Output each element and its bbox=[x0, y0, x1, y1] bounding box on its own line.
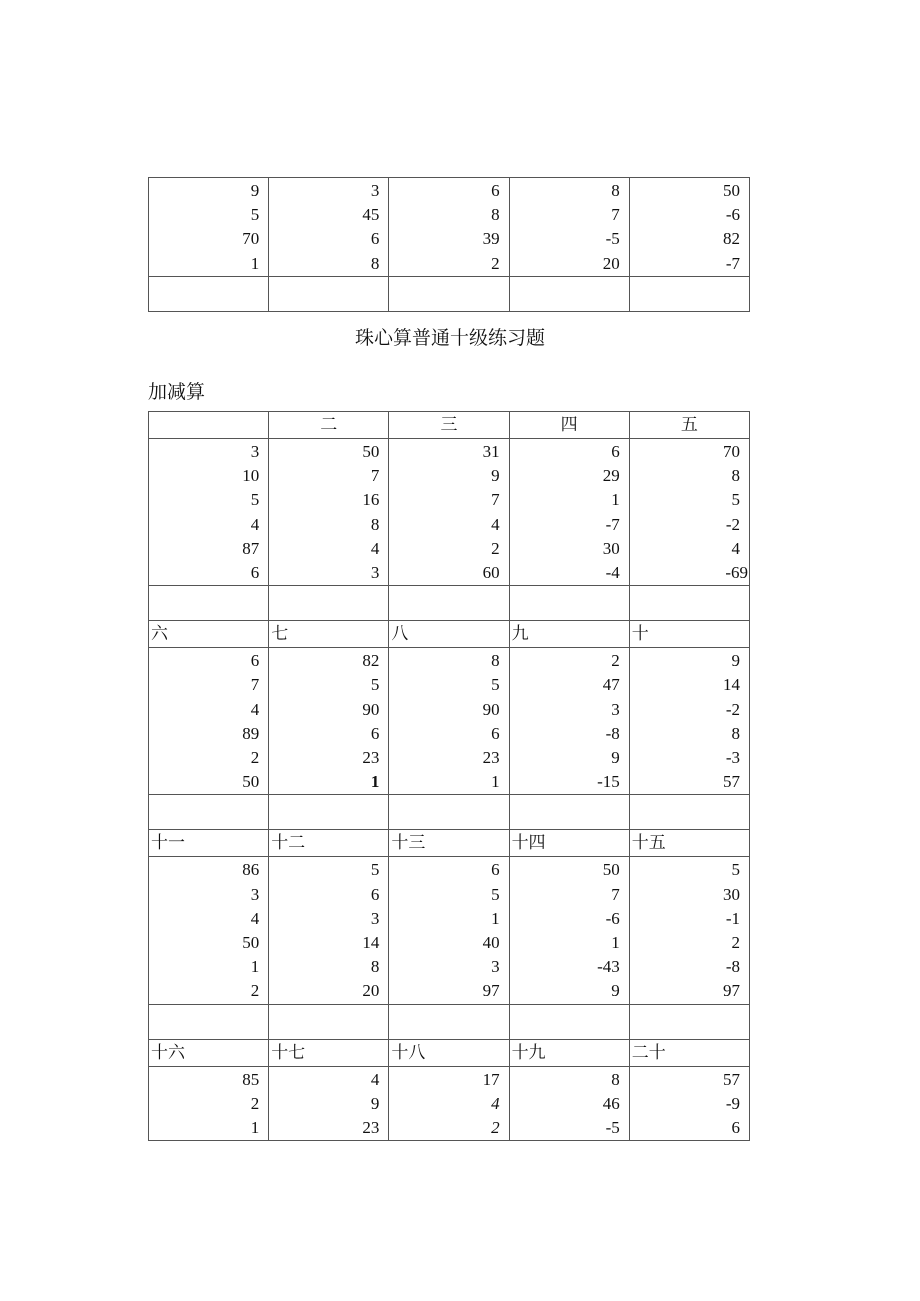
answer-cell[interactable] bbox=[509, 276, 629, 311]
problem-header: 十二 bbox=[269, 830, 389, 857]
answer-cell[interactable] bbox=[509, 1004, 629, 1039]
answer-cell[interactable] bbox=[509, 586, 629, 621]
problem-numbers: 82 5 90 6 23 1 bbox=[269, 648, 389, 795]
problem-header: 四 bbox=[509, 412, 629, 439]
problem-numbers: 31 9 7 4 2 60 bbox=[389, 439, 509, 586]
problem-numbers: 5 30 -1 2 -8 97 bbox=[629, 857, 749, 1004]
problem-header: 十八 bbox=[389, 1039, 509, 1066]
problem-header bbox=[149, 412, 269, 439]
numbers-row bbox=[149, 1066, 750, 1141]
answer-cell[interactable] bbox=[629, 795, 749, 830]
problem-header: 三 bbox=[389, 412, 509, 439]
problem-header: 二 bbox=[269, 412, 389, 439]
main-exercise-table bbox=[148, 411, 750, 1141]
answer-cell[interactable] bbox=[149, 1004, 269, 1039]
problem-numbers: 4 9 23 bbox=[269, 1066, 389, 1141]
problem-header: 十 bbox=[629, 621, 749, 648]
answer-cell[interactable] bbox=[629, 586, 749, 621]
answer-cell[interactable] bbox=[509, 795, 629, 830]
problem-numbers: 5 6 3 14 8 20 bbox=[269, 857, 389, 1004]
problem-numbers: 57 -9 6 bbox=[629, 1066, 749, 1141]
answer-cell[interactable] bbox=[149, 586, 269, 621]
problem-header: 十五 bbox=[629, 830, 749, 857]
top-answer-row bbox=[149, 276, 750, 311]
answer-cell[interactable] bbox=[269, 586, 389, 621]
problem-header: 十六 bbox=[149, 1039, 269, 1066]
answer-cell[interactable] bbox=[389, 795, 509, 830]
problem-header: 十一 bbox=[149, 830, 269, 857]
problem-numbers: 2 47 3 -8 9 -15 bbox=[509, 648, 629, 795]
problem-header: 十三 bbox=[389, 830, 509, 857]
answer-cell[interactable] bbox=[389, 276, 509, 311]
top-col-1: 9 5 70 1 bbox=[149, 178, 269, 277]
problem-numbers: 85 2 1 bbox=[149, 1066, 269, 1141]
problem-numbers: 70 8 5 -2 4 -69 bbox=[629, 439, 749, 586]
answer-cell[interactable] bbox=[269, 276, 389, 311]
problem-header: 七 bbox=[269, 621, 389, 648]
answer-cell[interactable] bbox=[269, 1004, 389, 1039]
problem-header: 十九 bbox=[509, 1039, 629, 1066]
problem-numbers: 6 5 1 40 3 97 bbox=[389, 857, 509, 1004]
answer-cell[interactable] bbox=[629, 276, 749, 311]
problem-numbers: 9 14 -2 8 -3 57 bbox=[629, 648, 749, 795]
numbers-row bbox=[149, 648, 750, 795]
answer-cell[interactable] bbox=[389, 1004, 509, 1039]
header-row bbox=[149, 412, 750, 439]
top-col-2: 3 45 6 8 bbox=[269, 178, 389, 277]
problem-numbers: 3 10 5 4 87 6 bbox=[149, 439, 269, 586]
problem-header: 六 bbox=[149, 621, 269, 648]
top-numbers-row bbox=[149, 178, 750, 277]
top-col-5: 50 -6 82 -7 bbox=[629, 178, 749, 277]
problem-numbers: 6 7 4 89 2 50 bbox=[149, 648, 269, 795]
problem-numbers: 6 29 1 -7 30 -4 bbox=[509, 439, 629, 586]
problem-numbers: 17 4 2 bbox=[389, 1066, 509, 1141]
top-exercise-table bbox=[148, 177, 750, 312]
answer-row bbox=[149, 586, 750, 621]
header-row bbox=[149, 1039, 750, 1066]
problem-header: 八 bbox=[389, 621, 509, 648]
problem-numbers: 50 7 -6 1 -43 9 bbox=[509, 857, 629, 1004]
problem-header: 十四 bbox=[509, 830, 629, 857]
answer-row bbox=[149, 795, 750, 830]
header-row bbox=[149, 830, 750, 857]
problem-header: 十七 bbox=[269, 1039, 389, 1066]
header-row bbox=[149, 621, 750, 648]
top-col-4: 8 7 -5 20 bbox=[509, 178, 629, 277]
answer-cell[interactable] bbox=[389, 586, 509, 621]
problem-numbers: 86 3 4 50 1 2 bbox=[149, 857, 269, 1004]
answer-cell[interactable] bbox=[149, 276, 269, 311]
problem-numbers: 8 5 90 6 23 1 bbox=[389, 648, 509, 795]
section-label: 加减算 bbox=[148, 382, 206, 403]
numbers-row bbox=[149, 857, 750, 1004]
answer-cell[interactable] bbox=[149, 795, 269, 830]
top-col-3: 6 8 39 2 bbox=[389, 178, 509, 277]
answer-cell[interactable] bbox=[269, 795, 389, 830]
page-title: 珠心算普通十级练习题 bbox=[354, 328, 545, 349]
problem-header: 二十 bbox=[629, 1039, 749, 1066]
problem-header: 五 bbox=[629, 412, 749, 439]
problem-numbers: 8 46 -5 bbox=[509, 1066, 629, 1141]
numbers-row bbox=[149, 439, 750, 586]
problem-numbers: 50 7 16 8 4 3 bbox=[269, 439, 389, 586]
answer-cell[interactable] bbox=[629, 1004, 749, 1039]
problem-header: 九 bbox=[509, 621, 629, 648]
answer-row bbox=[149, 1004, 750, 1039]
